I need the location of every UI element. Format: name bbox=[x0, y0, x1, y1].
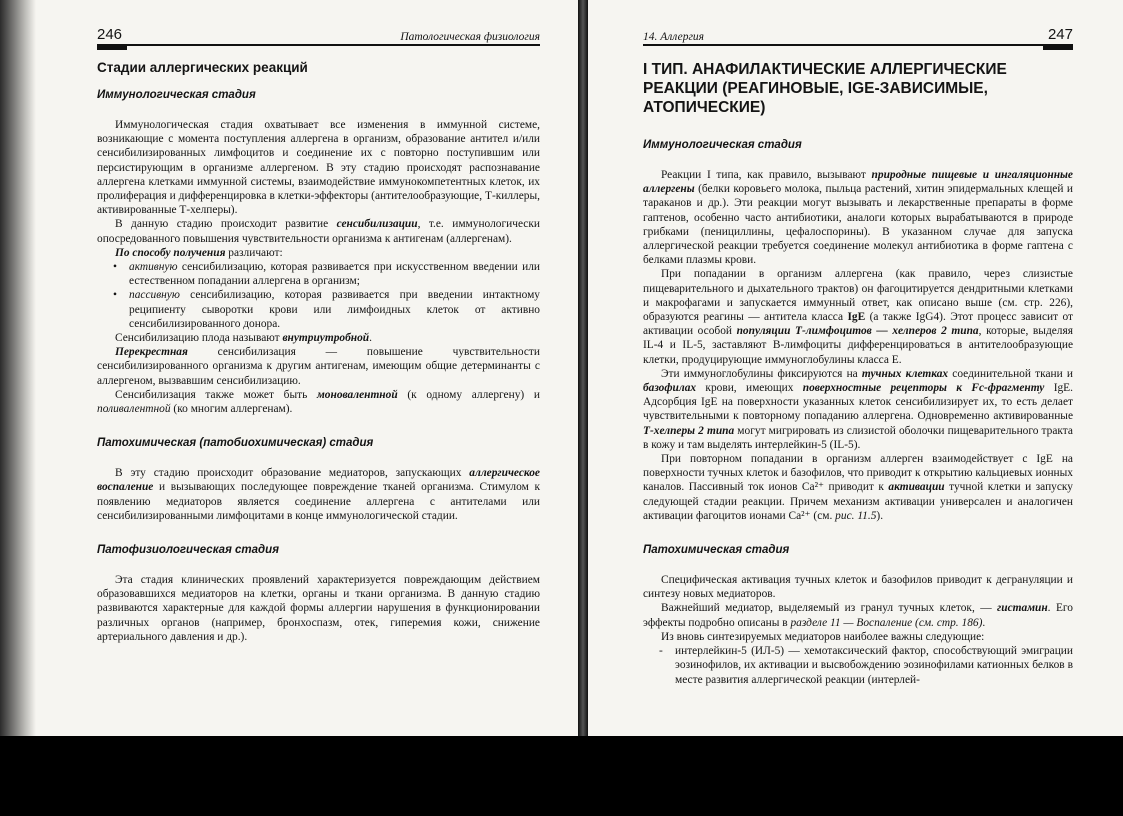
right-page-header bbox=[643, 26, 1073, 46]
paragraph: Реакции I типа, как правило, вызывают природные пищевые и ингаляционные аллергены (белки коровьего молока, пыльца растений, хитин эпидермальных клещей и тараканов и др.). Эти реакции могут вызывать и лекарственные препараты в форме гаптенов, особенно часто антибиотики, аналоги которых вырабатываются в природе грибками (пенициллины, цефалоспорины). В указанном случае для запуска аллергической реакции требуется соединение молекул антибиотика в форме гаптена с белками плазмы крови. bbox=[643, 169, 1073, 267]
subsection-heading-immunological: Иммунологическая стадия bbox=[97, 89, 256, 101]
page-number: 247 bbox=[1047, 26, 1073, 43]
paragraph: В эту стадию происходит образование медиаторов, запускающих аллергическое воспаление и вызывающих последующее повреждение тканей организма. Стимулом к появлению медиаторов является соединение аллергена с антителами или сенсибилизированными лимфоцитами в конце иммунологической стадии. bbox=[97, 467, 540, 522]
paragraph: Эти иммуноглобулины фиксируются на тучных клетках соединительной ткани и базофилах крови, имеющих поверхностные рецепторы к Fc-фрагменту IgE. Адсорбция IgE на поверхности указанных клеток сенсибилизирует их, то есть делает чувствительными к повторному попаданию аллергена. Одновременно активированные Т-хелперы 2 типа могут мигрировать из слизистой оболочки пищеварительного тракта в кожу и там выделять интерлейкин-5 (IL-5). bbox=[643, 367, 1073, 451]
subsection-heading-immunological: Иммунологическая стадия bbox=[643, 139, 802, 151]
paragraph: По способу получения различают: bbox=[115, 246, 283, 259]
subsection-heading-pathochemical: Патохимическая (патобиохимическая) стадия bbox=[97, 437, 374, 450]
paragraph: Важнейший медиатор, выделяемый из гранул тучных клеток, — гистамин. Его эффекты подробно описаны в разделе 11 — Воспаление (см. стр. 186). bbox=[643, 602, 1073, 629]
background bbox=[0, 736, 1123, 816]
subsection-heading-pathophysiological: Патофизиологическая стадия bbox=[97, 544, 279, 557]
running-head: Патологическая физиология bbox=[400, 31, 540, 43]
list-item: • пассивную сенсибилизацию, которая развивается при введении интактному реципиенту сыворотки крови или лимфоидных клеток от активно сенсибилизированного донора. bbox=[129, 288, 540, 331]
left-page bbox=[0, 0, 578, 736]
paragraph: Иммунологическая стадия охватывает все изменения в иммунной системе, возникающие с момента поступления аллергена в организм, образование антител и/или сенсибилизированных лимфоцитов и соединение их с повторно поступившим или персистирующим в организме аллергеном. В эту стадию происходят распознавание аллергена клетками иммунной системы, взаимодействие иммунокомпетентных клеток, их пролиферация и дифференцировка в клетки-эффекторы (антителообразующие, Т-киллеры, активированные Т-хелперы). bbox=[97, 119, 540, 217]
page-number-bar bbox=[1043, 44, 1073, 50]
paragraph: В данную стадию происходит развитие сенсибилизации, т.е. иммунологически опосредованного повышения чувствительности организма к антигенам (аллергенам). bbox=[97, 218, 540, 245]
list-item: • активную сенсибилизацию, которая развивается при искусственном введении или естественном попадании аллергена в организм; bbox=[129, 260, 540, 288]
paragraph: Перекрестная сенсибилизация — повышение чувствительности сенсибилизированного организма к другим антигенам, имеющим общие детерминанты с аллергеном, вызвавшим сенсибилизацию. bbox=[97, 346, 540, 387]
dash-list bbox=[643, 644, 1073, 687]
paragraph: При повторном попадании в организм аллерген взаимодействует с IgE на поверхности тучных клеток и базофилов, что приводит к открытию кальциевых ионных каналов. Пассивный ток ионов Ca²⁺ приводит к активации тучной клетки и запуску следующей стадии реакции. Причем механизм активации универсален и аналогичен активации фагоцитов ионами Ca²⁺ (см. рис. 11.5). bbox=[643, 453, 1073, 522]
paragraph: Эта стадия клинических проявлений характеризуется повреждающим действием образовавшихся медиаторов на клетки, органы и ткани организма. В данную стадию развиваются характерные для каждой формы аллергии нарушения в функционировании различных органов (например, бронхоспазм, отек, гиперемия кожи, снижение артериального давления и др.). bbox=[97, 574, 540, 643]
paragraph: Из вновь синтезируемых медиаторов наиболее важны следующие: bbox=[661, 630, 985, 643]
page-number-bar bbox=[97, 44, 127, 50]
paragraph: При попадании в организм аллергена (как правило, через слизистые пищеварительного и дыхательного трактов) он фагоцитируется дендритными клетками и макрофагами и запускается иммунный ответ, как описано выше (см. стр. 226), образуются реагины — антитела класса IgE (а также IgG4). Этот процесс зависит от активации особой популяции Т-лимфоцитов — хелперов 2 типа, которые, выделяя IL-4 и IL-5, заставляют В-лимфоциты дифференцироваться в антителообразующие клетки, продуцирующие иммуноглобулины класса Е. bbox=[643, 268, 1074, 366]
book-gutter bbox=[578, 0, 588, 742]
paragraph: Сенсибилизация также может быть моновалентной (к одному аллергену) и поливалентной (ко многим аллергенам). bbox=[97, 388, 540, 416]
paragraph: Сенсибилизацию плода называют внутриутробной. bbox=[115, 332, 373, 345]
right-page bbox=[588, 0, 1123, 742]
book-edge-shadow bbox=[0, 0, 36, 736]
section-title: Стадии аллергических реакций bbox=[97, 60, 308, 75]
running-head: 14. Аллергия bbox=[643, 31, 705, 43]
left-page-header bbox=[97, 26, 540, 46]
list-item: - интерлейкин-5 (ИЛ-5) — хемотаксический фактор, способствующий эмиграции эозинофилов, их активации и высвобождению эозинофилами катионных белков в месте развития аллергической реакции (интерлей- bbox=[675, 644, 1073, 687]
paragraph: Специфическая активация тучных клеток и базофилов приводит к дегрануляции и синтезу новых медиаторов. bbox=[643, 574, 1073, 601]
page-number: 246 bbox=[97, 26, 123, 43]
bullet-list bbox=[97, 260, 540, 331]
subsection-heading-pathochemical: Патохимическая стадия bbox=[643, 544, 790, 557]
chapter-title: I ТИП. АНАФИЛАКТИЧЕСКИЕ АЛЛЕРГИЧЕСКИЕ РЕАКЦИИ (РЕАГИНОВЫЕ, IGE-ЗАВИСИМЫЕ, АТОПИЧЕСКИЕ) bbox=[643, 61, 1007, 116]
